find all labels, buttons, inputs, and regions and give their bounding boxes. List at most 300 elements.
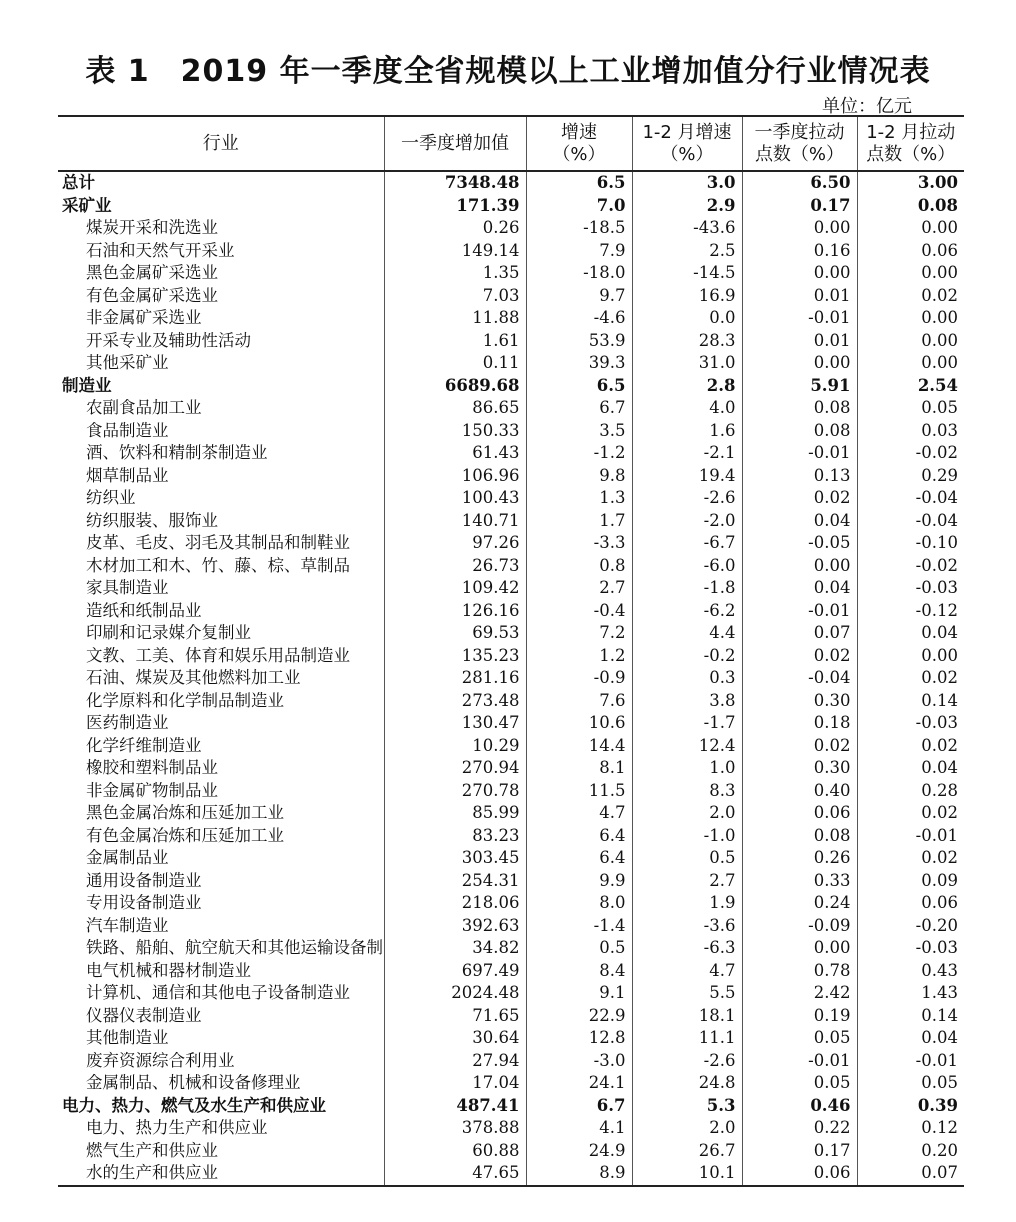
growth-cell: 1.2 [526, 645, 632, 668]
industry-name-cell: 通用设备制造业 [86, 870, 202, 890]
growth-cell: 8.0 [526, 892, 632, 915]
pull-points-cell: 0.00 [742, 352, 857, 375]
growth-cell: 9.1 [526, 982, 632, 1005]
pull-points-jan-feb-cell: 0.20 [857, 1140, 964, 1163]
growth-cell: -18.5 [526, 217, 632, 240]
pull-points-jan-feb-cell: 0.02 [857, 285, 964, 308]
pull-points-cell: 0.78 [742, 960, 857, 983]
growth-jan-feb-cell: 2.0 [632, 802, 742, 825]
table-row [58, 712, 964, 735]
growth-jan-feb-cell: 2.0 [632, 1117, 742, 1140]
growth-cell: 39.3 [526, 352, 632, 375]
industry-name-cell: 木材加工和木、竹、藤、棕、草制品 [86, 555, 350, 575]
table-row [58, 847, 964, 870]
growth-jan-feb-cell: -14.5 [632, 262, 742, 285]
industry-name-cell: 专用设备制造业 [86, 893, 202, 913]
growth-jan-feb-cell: 0.0 [632, 307, 742, 330]
industry-name-cell: 酒、饮料和精制茶制造业 [86, 443, 268, 463]
pull-points-cell: 5.91 [742, 375, 857, 398]
growth-cell: -1.4 [526, 915, 632, 938]
table-row [58, 375, 964, 398]
pull-points-cell: 0.00 [742, 937, 857, 960]
table-row [58, 240, 964, 263]
growth-cell: 7.2 [526, 622, 632, 645]
table-row [58, 1072, 964, 1095]
q1-value-cell: 7.03 [384, 285, 526, 308]
table-row [58, 330, 964, 353]
growth-jan-feb-cell: -2.1 [632, 442, 742, 465]
pull-points-cell: 0.01 [742, 285, 857, 308]
industry-name-cell: 铁路、船舶、航空航天和其他运输设备制 [86, 938, 383, 958]
pull-points-jan-feb-cell: 0.14 [857, 1005, 964, 1028]
pull-points-cell: 0.02 [742, 735, 857, 758]
industry-name-cell: 有色金属矿采选业 [86, 285, 218, 305]
industry-name-cell: 纺织服装、服饰业 [86, 510, 218, 530]
table-row [58, 622, 964, 645]
industry-table [58, 115, 964, 1187]
industry-name-cell: 家具制造业 [86, 578, 169, 598]
industry-name-cell: 非金属矿采选业 [86, 308, 202, 328]
growth-jan-feb-cell: -1.7 [632, 712, 742, 735]
table-row [58, 577, 964, 600]
growth-jan-feb-cell: 0.3 [632, 667, 742, 690]
pull-points-jan-feb-cell: 0.04 [857, 757, 964, 780]
pull-points-jan-feb-cell: -0.03 [857, 937, 964, 960]
table-row [58, 1117, 964, 1140]
pull-points-jan-feb-cell: 0.03 [857, 420, 964, 443]
q1-value-cell: 218.06 [384, 892, 526, 915]
pull-points-jan-feb-cell: 0.28 [857, 780, 964, 803]
growth-jan-feb-cell: 11.1 [632, 1027, 742, 1050]
pull-points-jan-feb-cell: 0.07 [857, 1162, 964, 1186]
pull-points-cell: 0.18 [742, 712, 857, 735]
pull-points-jan-feb-cell: 0.02 [857, 847, 964, 870]
pull-points-jan-feb-cell: -0.01 [857, 825, 964, 848]
growth-cell: 6.4 [526, 825, 632, 848]
industry-name-cell: 计算机、通信和其他电子设备制造业 [86, 983, 350, 1003]
industry-name-cell: 采矿业 [62, 195, 112, 215]
industry-name-cell: 橡胶和塑料制品业 [86, 758, 218, 778]
growth-jan-feb-cell: 4.4 [632, 622, 742, 645]
pull-points-cell: 0.01 [742, 330, 857, 353]
growth-cell: -0.9 [526, 667, 632, 690]
pull-points-jan-feb-cell: 0.08 [857, 195, 964, 218]
q1-value-cell: 150.33 [384, 420, 526, 443]
growth-jan-feb-cell: -2.6 [632, 1050, 742, 1073]
growth-jan-feb-cell: 3.0 [632, 171, 742, 195]
pull-points-cell: -0.09 [742, 915, 857, 938]
q1-value-cell: 109.42 [384, 577, 526, 600]
growth-jan-feb-cell: 8.3 [632, 780, 742, 803]
industry-name-cell: 文教、工美、体育和娱乐用品制造业 [86, 645, 350, 665]
industry-name-cell: 煤炭开采和洗选业 [86, 218, 218, 238]
pull-points-jan-feb-cell: 1.43 [857, 982, 964, 1005]
pull-points-cell: 0.00 [742, 555, 857, 578]
pull-points-jan-feb-cell: 0.00 [857, 330, 964, 353]
industry-name-cell: 黑色金属矿采选业 [86, 263, 218, 283]
growth-cell: 8.9 [526, 1162, 632, 1186]
pull-points-jan-feb-cell: 0.43 [857, 960, 964, 983]
table-row [58, 892, 964, 915]
q1-value-cell: 487.41 [384, 1095, 526, 1118]
table-row [58, 262, 964, 285]
industry-name-cell: 金属制品、机械和设备修理业 [86, 1073, 301, 1093]
table-row [58, 352, 964, 375]
pull-points-jan-feb-cell: 0.00 [857, 217, 964, 240]
pull-points-jan-feb-cell: 0.00 [857, 262, 964, 285]
q1-value-cell: 1.61 [384, 330, 526, 353]
header-growth: 增速 （%） [526, 116, 632, 171]
industry-name-cell: 纺织业 [86, 488, 136, 508]
growth-cell: 22.9 [526, 1005, 632, 1028]
q1-value-cell: 6689.68 [384, 375, 526, 398]
industry-name-cell: 造纸和纸制品业 [86, 600, 202, 620]
pull-points-jan-feb-cell: 0.05 [857, 397, 964, 420]
table-row [58, 825, 964, 848]
q1-value-cell: 85.99 [384, 802, 526, 825]
table-row [58, 915, 964, 938]
pull-points-cell: 0.19 [742, 1005, 857, 1028]
q1-value-cell: 303.45 [384, 847, 526, 870]
table-row [58, 600, 964, 623]
pull-points-cell: 0.00 [742, 262, 857, 285]
pull-points-jan-feb-cell: 0.29 [857, 465, 964, 488]
pull-points-jan-feb-cell: 0.00 [857, 307, 964, 330]
pull-points-cell: 0.05 [742, 1027, 857, 1050]
pull-points-cell: 0.30 [742, 757, 857, 780]
growth-cell: 9.7 [526, 285, 632, 308]
pull-points-jan-feb-cell: 0.05 [857, 1072, 964, 1095]
pull-points-jan-feb-cell: -0.02 [857, 442, 964, 465]
industry-name-cell: 黑色金属冶炼和压延加工业 [86, 803, 284, 823]
industry-name-cell: 废弃资源综合利用业 [86, 1050, 235, 1070]
q1-value-cell: 1.35 [384, 262, 526, 285]
q1-value-cell: 71.65 [384, 1005, 526, 1028]
growth-cell: 8.4 [526, 960, 632, 983]
table-row [58, 645, 964, 668]
growth-jan-feb-cell: 16.9 [632, 285, 742, 308]
pull-points-cell: -0.01 [742, 442, 857, 465]
pull-points-jan-feb-cell: 0.02 [857, 667, 964, 690]
q1-value-cell: 392.63 [384, 915, 526, 938]
growth-cell: 1.7 [526, 510, 632, 533]
industry-name-cell: 总计 [62, 173, 95, 193]
q1-value-cell: 97.26 [384, 532, 526, 555]
industry-name-cell: 电力、热力、燃气及水生产和供应业 [62, 1095, 326, 1115]
pull-points-cell: -0.01 [742, 307, 857, 330]
table-row [58, 1095, 964, 1118]
growth-jan-feb-cell: -6.3 [632, 937, 742, 960]
q1-value-cell: 17.04 [384, 1072, 526, 1095]
industry-name-cell: 水的生产和供应业 [58, 1162, 384, 1186]
table-row [58, 757, 964, 780]
industry-name-cell: 皮革、毛皮、羽毛及其制品和制鞋业 [86, 533, 350, 553]
q1-value-cell: 130.47 [384, 712, 526, 735]
table-row [58, 510, 964, 533]
pull-points-jan-feb-cell: 0.06 [857, 892, 964, 915]
table-row [58, 555, 964, 578]
table-row [58, 1027, 964, 1050]
header-pull: 一季度拉动 点数（%） [742, 116, 857, 171]
pull-points-cell: 0.06 [742, 1162, 857, 1186]
q1-value-cell: 126.16 [384, 600, 526, 623]
growth-cell: 7.6 [526, 690, 632, 713]
growth-jan-feb-cell: 1.9 [632, 892, 742, 915]
q1-value-cell: 7348.48 [384, 171, 526, 195]
growth-cell: -18.0 [526, 262, 632, 285]
growth-jan-feb-cell: 18.1 [632, 1005, 742, 1028]
growth-jan-feb-cell: 2.8 [632, 375, 742, 398]
q1-value-cell: 254.31 [384, 870, 526, 893]
growth-cell: 0.8 [526, 555, 632, 578]
growth-cell: 24.1 [526, 1072, 632, 1095]
table-row [58, 465, 964, 488]
growth-cell: 10.6 [526, 712, 632, 735]
growth-cell: 7.0 [526, 195, 632, 218]
industry-name-cell: 汽车制造业 [86, 915, 169, 935]
q1-value-cell: 270.94 [384, 757, 526, 780]
q1-value-cell: 26.73 [384, 555, 526, 578]
q1-value-cell: 27.94 [384, 1050, 526, 1073]
table-row [58, 982, 964, 1005]
unit-label: 单位：亿元 [822, 96, 912, 117]
growth-jan-feb-cell: 1.0 [632, 757, 742, 780]
q1-value-cell: 2024.48 [384, 982, 526, 1005]
industry-name-cell: 金属制品业 [86, 848, 169, 868]
table-row [58, 532, 964, 555]
industry-name-cell: 电力、热力生产和供应业 [86, 1118, 268, 1138]
growth-cell: 6.5 [526, 375, 632, 398]
pull-points-cell: 0.16 [742, 240, 857, 263]
growth-jan-feb-cell: 26.7 [632, 1140, 742, 1163]
growth-jan-feb-cell: 4.0 [632, 397, 742, 420]
table-row [58, 1162, 964, 1186]
growth-cell: 1.3 [526, 487, 632, 510]
table-row [58, 667, 964, 690]
header-pull-jan-feb: 1-2 月拉动 点数（%） [857, 116, 964, 171]
growth-jan-feb-cell: -0.2 [632, 645, 742, 668]
pull-points-cell: 0.26 [742, 847, 857, 870]
growth-cell: 3.5 [526, 420, 632, 443]
industry-name-cell: 非金属矿物制品业 [86, 780, 218, 800]
q1-value-cell: 83.23 [384, 825, 526, 848]
growth-cell: 11.5 [526, 780, 632, 803]
growth-jan-feb-cell: 2.7 [632, 870, 742, 893]
q1-value-cell: 270.78 [384, 780, 526, 803]
q1-value-cell: 0.26 [384, 217, 526, 240]
q1-value-cell: 0.11 [384, 352, 526, 375]
growth-jan-feb-cell: -43.6 [632, 217, 742, 240]
growth-jan-feb-cell: 1.6 [632, 420, 742, 443]
pull-points-cell: -0.05 [742, 532, 857, 555]
pull-points-jan-feb-cell: 3.00 [857, 171, 964, 195]
industry-name-cell: 化学原料和化学制品制造业 [86, 690, 284, 710]
growth-jan-feb-cell: -2.0 [632, 510, 742, 533]
pull-points-jan-feb-cell: 0.04 [857, 1027, 964, 1050]
q1-value-cell: 30.64 [384, 1027, 526, 1050]
pull-points-jan-feb-cell: 0.02 [857, 802, 964, 825]
pull-points-jan-feb-cell: 0.00 [857, 352, 964, 375]
growth-cell: 6.7 [526, 397, 632, 420]
table-row [58, 937, 964, 960]
pull-points-jan-feb-cell: 2.54 [857, 375, 964, 398]
q1-value-cell: 34.82 [384, 937, 526, 960]
table-header [58, 116, 964, 171]
pull-points-jan-feb-cell: -0.10 [857, 532, 964, 555]
q1-value-cell: 47.65 [384, 1162, 526, 1186]
pull-points-cell: 6.50 [742, 171, 857, 195]
pull-points-cell: 0.24 [742, 892, 857, 915]
industry-name-cell: 石油、煤炭及其他燃料加工业 [86, 668, 301, 688]
growth-jan-feb-cell: -6.0 [632, 555, 742, 578]
table-row [58, 442, 964, 465]
growth-cell: 6.5 [526, 171, 632, 195]
growth-jan-feb-cell: 5.5 [632, 982, 742, 1005]
pull-points-cell: 0.04 [742, 510, 857, 533]
growth-jan-feb-cell: 12.4 [632, 735, 742, 758]
header-industry: 行业 [58, 116, 384, 171]
pull-points-jan-feb-cell: -0.03 [857, 712, 964, 735]
industry-name-cell: 仪器仪表制造业 [86, 1005, 202, 1025]
growth-cell: 8.1 [526, 757, 632, 780]
growth-jan-feb-cell: -3.6 [632, 915, 742, 938]
growth-jan-feb-cell: 24.8 [632, 1072, 742, 1095]
table-row [58, 397, 964, 420]
growth-cell: 53.9 [526, 330, 632, 353]
growth-cell: 6.7 [526, 1095, 632, 1118]
growth-jan-feb-cell: -1.0 [632, 825, 742, 848]
growth-jan-feb-cell: 28.3 [632, 330, 742, 353]
table-row [58, 195, 964, 218]
pull-points-jan-feb-cell: -0.12 [857, 600, 964, 623]
pull-points-jan-feb-cell: -0.04 [857, 487, 964, 510]
page-title: 表 1 2019 年一季度全省规模以上工业增加值分行业情况表 [85, 54, 931, 89]
header-growth-jan-feb: 1-2 月增速 （%） [632, 116, 742, 171]
growth-cell: -4.6 [526, 307, 632, 330]
table-row [58, 1005, 964, 1028]
q1-value-cell: 378.88 [384, 1117, 526, 1140]
pull-points-cell: 0.02 [742, 487, 857, 510]
pull-points-cell: 0.08 [742, 397, 857, 420]
growth-jan-feb-cell: 31.0 [632, 352, 742, 375]
growth-cell: 2.7 [526, 577, 632, 600]
pull-points-cell: 0.08 [742, 420, 857, 443]
pull-points-cell: 0.40 [742, 780, 857, 803]
table-row [58, 735, 964, 758]
q1-value-cell: 61.43 [384, 442, 526, 465]
growth-cell: 4.1 [526, 1117, 632, 1140]
industry-name-cell: 医药制造业 [86, 713, 169, 733]
pull-points-cell: 0.17 [742, 1140, 857, 1163]
pull-points-cell: 0.06 [742, 802, 857, 825]
pull-points-cell: 0.33 [742, 870, 857, 893]
pull-points-cell: 0.46 [742, 1095, 857, 1118]
growth-cell: -3.0 [526, 1050, 632, 1073]
growth-cell: -0.4 [526, 600, 632, 623]
industry-name-cell: 有色金属冶炼和压延加工业 [86, 825, 284, 845]
industry-name-cell: 电气机械和器材制造业 [86, 960, 251, 980]
pull-points-cell: 0.00 [742, 217, 857, 240]
q1-value-cell: 11.88 [384, 307, 526, 330]
industry-name-cell: 燃气生产和供应业 [86, 1140, 218, 1160]
growth-cell: 14.4 [526, 735, 632, 758]
q1-value-cell: 281.16 [384, 667, 526, 690]
pull-points-cell: 0.22 [742, 1117, 857, 1140]
table-row [58, 802, 964, 825]
pull-points-cell: 0.04 [742, 577, 857, 600]
growth-cell: 24.9 [526, 1140, 632, 1163]
pull-points-cell: 0.05 [742, 1072, 857, 1095]
growth-cell: 9.8 [526, 465, 632, 488]
growth-cell: 6.4 [526, 847, 632, 870]
pull-points-cell: 0.30 [742, 690, 857, 713]
growth-jan-feb-cell: 2.5 [632, 240, 742, 263]
pull-points-cell: 0.07 [742, 622, 857, 645]
industry-name-cell: 制造业 [62, 375, 112, 395]
q1-value-cell: 149.14 [384, 240, 526, 263]
growth-cell: -1.2 [526, 442, 632, 465]
industry-name-cell: 其他采矿业 [86, 353, 169, 373]
growth-jan-feb-cell: 5.3 [632, 1095, 742, 1118]
pull-points-jan-feb-cell: -0.20 [857, 915, 964, 938]
table-row [58, 307, 964, 330]
pull-points-jan-feb-cell: -0.02 [857, 555, 964, 578]
growth-cell: 4.7 [526, 802, 632, 825]
table-row [58, 690, 964, 713]
growth-cell: 7.9 [526, 240, 632, 263]
pull-points-cell: -0.01 [742, 1050, 857, 1073]
growth-cell: 9.9 [526, 870, 632, 893]
q1-value-cell: 60.88 [384, 1140, 526, 1163]
pull-points-jan-feb-cell: 0.06 [857, 240, 964, 263]
table-row [58, 960, 964, 983]
table-row [58, 1140, 964, 1163]
growth-jan-feb-cell: 0.5 [632, 847, 742, 870]
q1-value-cell: 697.49 [384, 960, 526, 983]
growth-jan-feb-cell: 10.1 [632, 1162, 742, 1186]
growth-jan-feb-cell: 4.7 [632, 960, 742, 983]
table-row [58, 780, 964, 803]
industry-name-cell: 化学纤维制造业 [86, 735, 202, 755]
pull-points-jan-feb-cell: 0.09 [857, 870, 964, 893]
q1-value-cell: 140.71 [384, 510, 526, 533]
pull-points-jan-feb-cell: 0.39 [857, 1095, 964, 1118]
pull-points-jan-feb-cell: -0.04 [857, 510, 964, 533]
growth-jan-feb-cell: 3.8 [632, 690, 742, 713]
pull-points-jan-feb-cell: 0.12 [857, 1117, 964, 1140]
q1-value-cell: 135.23 [384, 645, 526, 668]
industry-name-cell: 食品制造业 [86, 420, 169, 440]
q1-value-cell: 106.96 [384, 465, 526, 488]
growth-jan-feb-cell: 19.4 [632, 465, 742, 488]
industry-name-cell: 烟草制品业 [86, 465, 169, 485]
q1-value-cell: 69.53 [384, 622, 526, 645]
industry-name-cell: 其他制造业 [86, 1028, 169, 1048]
table-row [58, 171, 964, 195]
table-row [58, 1050, 964, 1073]
growth-cell: 0.5 [526, 937, 632, 960]
growth-jan-feb-cell: -2.6 [632, 487, 742, 510]
header-value: 一季度增加值 [384, 116, 526, 171]
q1-value-cell: 100.43 [384, 487, 526, 510]
industry-name-cell: 石油和天然气开采业 [86, 240, 235, 260]
pull-points-jan-feb-cell: 0.14 [857, 690, 964, 713]
table-row [58, 487, 964, 510]
q1-value-cell: 86.65 [384, 397, 526, 420]
pull-points-cell: 2.42 [742, 982, 857, 1005]
pull-points-jan-feb-cell: 0.02 [857, 735, 964, 758]
pull-points-jan-feb-cell: -0.03 [857, 577, 964, 600]
